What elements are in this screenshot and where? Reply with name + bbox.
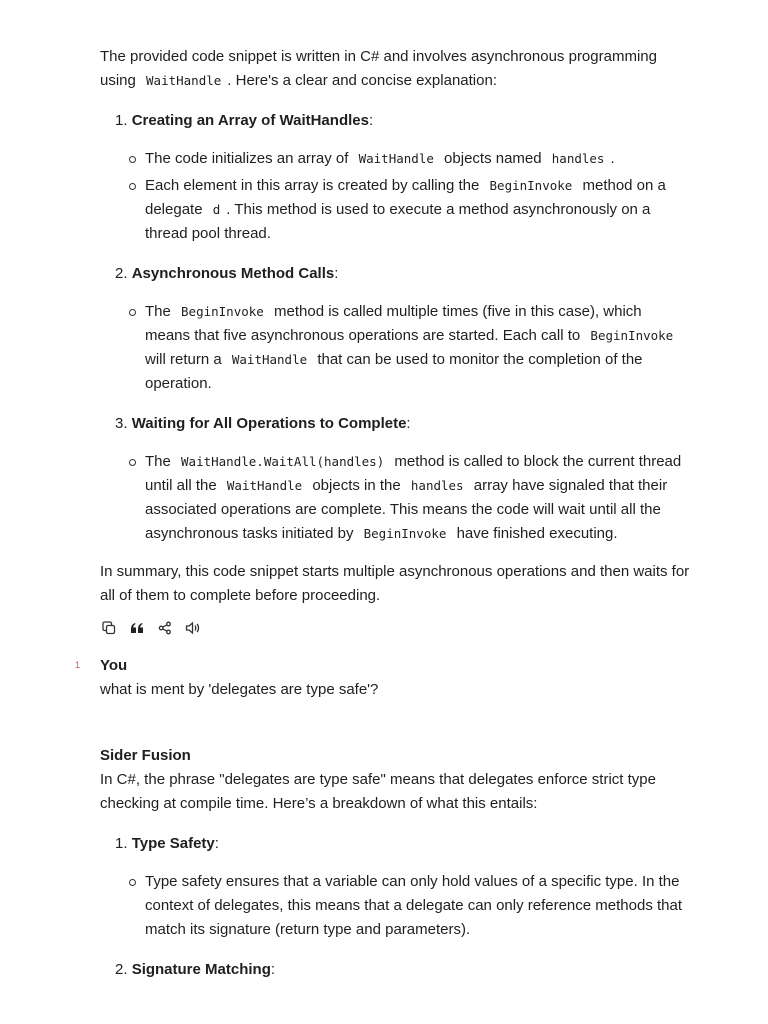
step-title: [100, 262, 690, 286]
step-number: 1.: [115, 112, 128, 129]
bullet-item: [100, 174, 690, 246]
inline-code: d: [212, 202, 221, 217]
step-number: 3.: [115, 415, 128, 432]
bullet-item: [100, 300, 690, 396]
inline-code: BeginInvoke: [181, 304, 264, 319]
bullet-text: Each element in this array is created by calling the: [145, 177, 480, 194]
step-1: [100, 109, 690, 246]
step-suffix: :: [334, 265, 339, 282]
speaker-name: You: [100, 657, 128, 674]
bullet-text: will return a: [145, 351, 222, 368]
step-number: 1.: [115, 835, 128, 852]
step-suffix: :: [214, 835, 219, 852]
step-bullets: [100, 450, 690, 546]
inline-code: BeginInvoke: [590, 328, 674, 343]
explanation-steps: [100, 109, 690, 546]
message-marker: 1: [75, 660, 81, 670]
inline-code: handles: [551, 151, 605, 166]
bullet-text: objects named: [444, 150, 542, 167]
step-title: [100, 958, 690, 982]
step-title-text: Signature Matching: [131, 961, 271, 978]
bullet-text: array have signaled that their associated operations are complete. This means the code will wait until all the asynchronous tasks initiated by: [145, 477, 668, 542]
step-2: [100, 262, 690, 396]
step-suffix: :: [406, 415, 411, 432]
step-title-text: Type Safety: [131, 835, 215, 852]
inline-code: WaitHandle: [226, 478, 303, 493]
speaker-name: Sider Fusion: [100, 747, 191, 764]
reply-steps: [100, 832, 690, 982]
intro-paragraph: [100, 45, 690, 93]
step-title-text: Creating an Array of WaitHandles: [131, 112, 369, 129]
intro-text: The provided code snippet is written in C# and involves asynchronous programming using: [100, 48, 657, 89]
bullet-item: [100, 147, 690, 171]
step-number: 2.: [115, 265, 128, 282]
step-title-text: Asynchronous Method Calls: [131, 265, 335, 282]
step-bullets: [100, 300, 690, 396]
inline-code: BeginInvoke: [489, 178, 573, 193]
step-bullets: [100, 147, 690, 246]
step-title-text: Waiting for All Operations to Complete: [131, 415, 407, 432]
bullet-item: [100, 450, 690, 546]
bullet-text: method on a delegate: [145, 177, 666, 218]
bullet-text: .: [610, 150, 615, 167]
step-number: 2.: [115, 961, 128, 978]
step-suffix: :: [368, 112, 374, 129]
assistant-reply: [100, 744, 690, 982]
step-3: [100, 412, 690, 546]
bullet-text: The: [145, 303, 171, 320]
bullet-text: that can be used to monitor the completion of the operation.: [145, 351, 643, 392]
bullet-text: method is called multiple times (five in this case), which means that five asynchronous operations are started. Each call to: [145, 303, 642, 344]
inline-code: BeginInvoke: [363, 526, 447, 541]
inline-code: WaitHandle: [358, 151, 434, 166]
step-title: [100, 412, 690, 436]
reply-step-1: [100, 832, 690, 942]
reply-step-2: [100, 958, 690, 982]
speaker-icon[interactable]: [184, 619, 202, 637]
inline-code: WaitHandle: [146, 73, 222, 88]
quote-icon[interactable]: [128, 619, 146, 637]
bullet-text: . This method is used to execute a method asynchronously on a thread pool thread.: [145, 201, 651, 242]
message-actions: [100, 616, 690, 640]
summary-paragraph: In summary, this code snippet starts multiple asynchronous operations and then waits for all of them to complete before proceeding.: [100, 563, 690, 604]
step-title: [100, 832, 690, 856]
chat-content: [75, 45, 690, 996]
inline-code: WaitHandle: [231, 352, 308, 367]
step-suffix: :: [270, 961, 276, 978]
user-message: [75, 654, 690, 702]
inline-code: handles: [410, 478, 464, 493]
bullet-text: The code initializes an array of: [145, 150, 349, 167]
user-message-text: what is ment by 'delegates are type safe'?: [100, 681, 379, 698]
bullet-item: Type safety ensures that a variable can only hold values of a specific type. In the context of delegates, this means that a delegate can only reference methods that match its signature (return type and parameters).: [100, 870, 690, 942]
share-icon[interactable]: [156, 619, 174, 637]
step-title: [100, 109, 690, 133]
step-bullets: [100, 870, 690, 942]
bullet-text: objects in the: [312, 477, 401, 494]
intro-text: . Here's a clear and concise explanation:: [227, 72, 497, 89]
inline-code: WaitHandle.WaitAll(handles): [181, 454, 385, 469]
bullet-text: have finished executing.: [456, 525, 618, 542]
copy-icon[interactable]: [100, 619, 118, 637]
reply-intro: In C#, the phrase "delegates are type safe" means that delegates enforce strict type checking at compile time. Here’s a breakdown of what this entails:: [100, 771, 656, 812]
bullet-text: The: [145, 453, 171, 470]
bullet-text: method is called to block the current thread until all the: [145, 453, 682, 494]
